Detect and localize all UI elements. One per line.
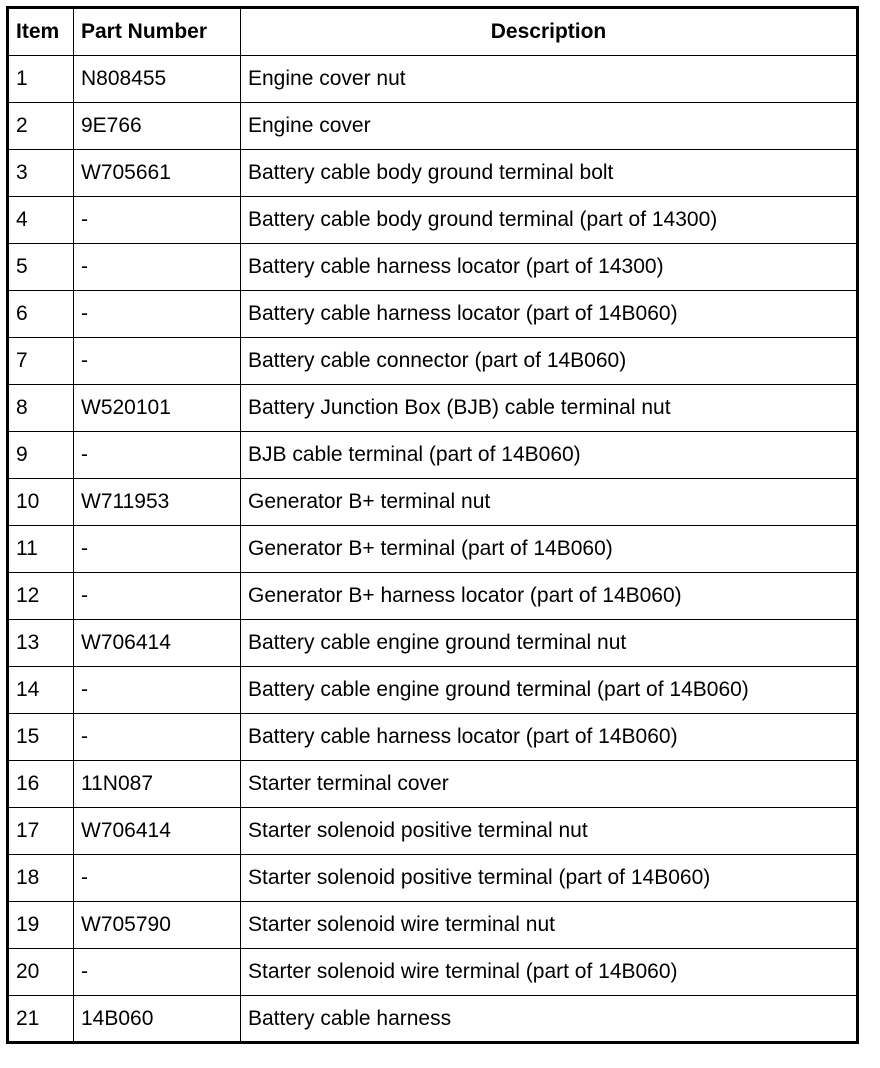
description-cell: Starter solenoid positive terminal (part of 14B060)	[241, 855, 858, 902]
table-body	[8, 56, 858, 1043]
item-cell: 2	[8, 103, 74, 150]
description-cell: Engine cover nut	[241, 56, 858, 103]
description-cell: Starter solenoid wire terminal nut	[241, 902, 858, 949]
part-number-cell: -	[74, 714, 241, 761]
item-cell: 4	[8, 197, 74, 244]
item-cell: 12	[8, 573, 74, 620]
item-cell: 18	[8, 855, 74, 902]
part-number-cell: W706414	[74, 808, 241, 855]
part-number-cell: -	[74, 526, 241, 573]
parts-table	[6, 6, 859, 1044]
part-number-cell: -	[74, 855, 241, 902]
header-part-number: Part Number	[74, 8, 241, 56]
description-cell: Battery cable harness locator (part of 14B060)	[241, 714, 858, 761]
table-row	[8, 197, 858, 244]
part-number-cell: W520101	[74, 385, 241, 432]
part-number-cell: W705790	[74, 902, 241, 949]
description-cell: Battery Junction Box (BJB) cable terminal nut	[241, 385, 858, 432]
description-cell: Starter terminal cover	[241, 761, 858, 808]
part-number-cell: -	[74, 244, 241, 291]
part-number-cell: W711953	[74, 479, 241, 526]
description-cell: Generator B+ terminal (part of 14B060)	[241, 526, 858, 573]
table-row	[8, 150, 858, 197]
part-number-cell: -	[74, 338, 241, 385]
header-row	[8, 8, 858, 56]
table-row	[8, 620, 858, 667]
part-number-cell: N808455	[74, 56, 241, 103]
description-cell: Battery cable engine ground terminal (part of 14B060)	[241, 667, 858, 714]
item-cell: 8	[8, 385, 74, 432]
part-number-cell: 11N087	[74, 761, 241, 808]
table-row	[8, 667, 858, 714]
item-cell: 10	[8, 479, 74, 526]
table-row	[8, 808, 858, 855]
item-cell: 7	[8, 338, 74, 385]
part-number-cell: -	[74, 667, 241, 714]
table-row	[8, 479, 858, 526]
item-cell: 1	[8, 56, 74, 103]
part-number-cell: 14B060	[74, 996, 241, 1043]
table-row	[8, 56, 858, 103]
table-row	[8, 855, 858, 902]
description-cell: Engine cover	[241, 103, 858, 150]
part-number-cell: W706414	[74, 620, 241, 667]
table-row	[8, 714, 858, 761]
item-cell: 13	[8, 620, 74, 667]
description-cell: Battery cable body ground terminal (part of 14300)	[241, 197, 858, 244]
table-row	[8, 573, 858, 620]
header-item: Item	[8, 8, 74, 56]
part-number-cell: -	[74, 949, 241, 996]
item-cell: 20	[8, 949, 74, 996]
item-cell: 19	[8, 902, 74, 949]
item-cell: 14	[8, 667, 74, 714]
item-cell: 5	[8, 244, 74, 291]
header-description: Description	[241, 8, 858, 56]
part-number-cell: W705661	[74, 150, 241, 197]
item-cell: 3	[8, 150, 74, 197]
item-cell: 11	[8, 526, 74, 573]
table-row	[8, 244, 858, 291]
description-cell: Battery cable harness	[241, 996, 858, 1043]
table-row	[8, 949, 858, 996]
table-row	[8, 761, 858, 808]
part-number-cell: -	[74, 197, 241, 244]
item-cell: 6	[8, 291, 74, 338]
table-row	[8, 432, 858, 479]
part-number-cell: -	[74, 291, 241, 338]
description-cell: Generator B+ harness locator (part of 14B060)	[241, 573, 858, 620]
item-cell: 21	[8, 996, 74, 1043]
item-cell: 9	[8, 432, 74, 479]
description-cell: Generator B+ terminal nut	[241, 479, 858, 526]
description-cell: Battery cable body ground terminal bolt	[241, 150, 858, 197]
table-row	[8, 902, 858, 949]
description-cell: Battery cable connector (part of 14B060)	[241, 338, 858, 385]
table-row	[8, 338, 858, 385]
table-row	[8, 103, 858, 150]
description-cell: Battery cable harness locator (part of 14B060)	[241, 291, 858, 338]
item-cell: 15	[8, 714, 74, 761]
description-cell: Battery cable harness locator (part of 14300)	[241, 244, 858, 291]
table-row	[8, 291, 858, 338]
table-row	[8, 385, 858, 432]
part-number-cell: -	[74, 573, 241, 620]
description-cell: Starter solenoid positive terminal nut	[241, 808, 858, 855]
table-row	[8, 996, 858, 1043]
description-cell: Battery cable engine ground terminal nut	[241, 620, 858, 667]
item-cell: 17	[8, 808, 74, 855]
description-cell: Starter solenoid wire terminal (part of 14B060)	[241, 949, 858, 996]
item-cell: 16	[8, 761, 74, 808]
table-row	[8, 526, 858, 573]
part-number-cell: 9E766	[74, 103, 241, 150]
part-number-cell: -	[74, 432, 241, 479]
description-cell: BJB cable terminal (part of 14B060)	[241, 432, 858, 479]
